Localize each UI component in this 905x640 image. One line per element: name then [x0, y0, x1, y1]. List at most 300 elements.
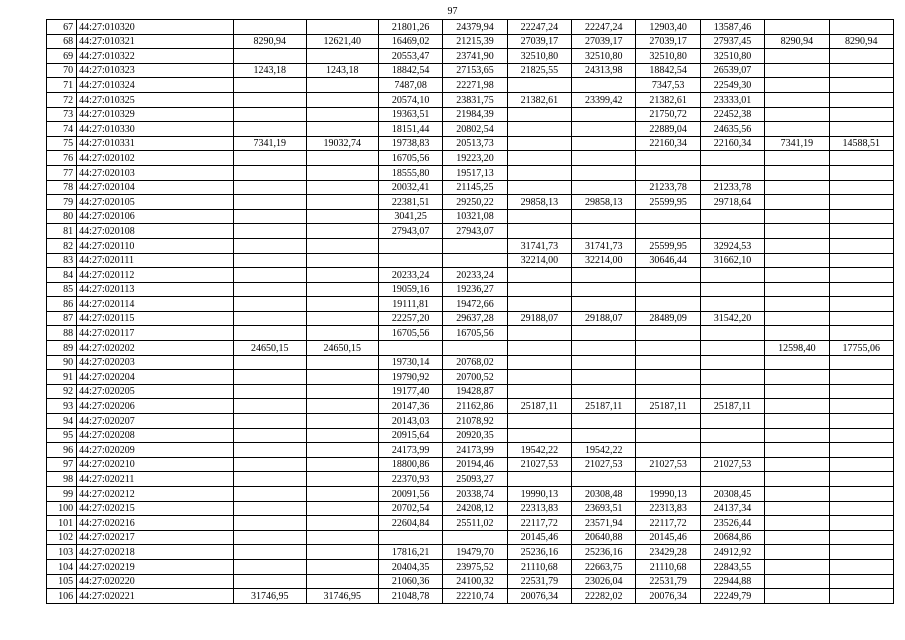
cadastral-code-cell: 44:27:020115	[77, 311, 234, 326]
value-cell	[507, 297, 571, 312]
value-cell	[234, 472, 306, 487]
value-cell	[700, 472, 764, 487]
value-cell	[765, 63, 829, 78]
value-cell	[234, 195, 306, 210]
value-cell: 21233,78	[700, 180, 764, 195]
page-number: 97	[447, 6, 458, 17]
value-cell	[765, 559, 829, 574]
value-cell: 22257,20	[378, 311, 442, 326]
row-number-cell: 87	[47, 311, 77, 326]
value-cell	[829, 472, 893, 487]
value-cell: 23741,90	[443, 49, 507, 64]
cadastral-code-cell: 44:27:010325	[77, 92, 234, 107]
value-cell	[829, 20, 893, 35]
value-cell	[829, 428, 893, 443]
value-cell: 19790,92	[378, 370, 442, 385]
value-cell: 21060,36	[378, 574, 442, 589]
value-cell	[700, 384, 764, 399]
value-cell: 32510,80	[700, 49, 764, 64]
table-row	[47, 414, 894, 429]
cadastral-code-cell: 44:27:020102	[77, 151, 234, 166]
value-cell	[572, 282, 636, 297]
row-number-cell: 99	[47, 487, 77, 502]
value-cell	[234, 384, 306, 399]
value-cell: 20032,41	[378, 180, 442, 195]
value-cell: 21027,53	[636, 457, 700, 472]
value-cell: 12598,40	[765, 341, 829, 356]
value-cell	[306, 559, 378, 574]
value-cell: 23526,44	[700, 516, 764, 531]
value-cell	[234, 78, 306, 93]
value-cell	[378, 253, 442, 268]
value-cell: 20768,02	[443, 355, 507, 370]
row-number-cell: 69	[47, 49, 77, 64]
value-cell	[636, 384, 700, 399]
table-row	[47, 472, 894, 487]
cadastral-code-cell: 44:27:010331	[77, 136, 234, 151]
value-cell	[765, 443, 829, 458]
value-cell: 20574,10	[378, 92, 442, 107]
value-cell	[234, 487, 306, 502]
value-cell	[234, 414, 306, 429]
table-row	[47, 355, 894, 370]
value-cell: 24173,99	[443, 443, 507, 458]
value-cell: 22549,30	[700, 78, 764, 93]
value-cell: 8290,94	[829, 34, 893, 49]
value-cell: 19990,13	[507, 487, 571, 502]
value-cell: 19517,13	[443, 165, 507, 180]
value-cell	[829, 209, 893, 224]
table-row	[47, 122, 894, 137]
value-cell: 31662,10	[700, 253, 764, 268]
value-cell	[636, 414, 700, 429]
value-cell: 16469,02	[378, 34, 442, 49]
value-cell	[765, 545, 829, 560]
value-cell	[700, 428, 764, 443]
value-cell	[765, 122, 829, 137]
value-cell	[306, 457, 378, 472]
value-cell: 28489,09	[636, 311, 700, 326]
value-cell	[234, 443, 306, 458]
value-cell: 31542,20	[700, 311, 764, 326]
value-cell	[306, 530, 378, 545]
value-cell	[234, 224, 306, 239]
value-cell	[765, 589, 829, 604]
value-cell	[234, 151, 306, 166]
value-cell	[765, 224, 829, 239]
row-number-cell: 89	[47, 341, 77, 356]
cadastral-code-cell: 44:27:020106	[77, 209, 234, 224]
value-cell	[507, 326, 571, 341]
value-cell: 21027,53	[572, 457, 636, 472]
table-row	[47, 589, 894, 604]
table-row	[47, 20, 894, 35]
value-cell: 20308,48	[572, 487, 636, 502]
row-number-cell: 105	[47, 574, 77, 589]
value-cell: 22160,34	[700, 136, 764, 151]
cadastral-code-cell: 44:27:010324	[77, 78, 234, 93]
value-cell: 19236,27	[443, 282, 507, 297]
cadastral-code-cell: 44:27:020215	[77, 501, 234, 516]
cadastral-code-cell: 44:27:010330	[77, 122, 234, 137]
row-number-cell: 90	[47, 355, 77, 370]
row-number-cell: 71	[47, 78, 77, 93]
value-cell: 27153,65	[443, 63, 507, 78]
value-cell	[765, 282, 829, 297]
value-cell: 19542,22	[572, 443, 636, 458]
value-cell	[507, 180, 571, 195]
value-cell: 31746,95	[306, 589, 378, 604]
value-cell	[306, 253, 378, 268]
value-cell	[700, 341, 764, 356]
value-cell	[765, 311, 829, 326]
value-cell	[306, 49, 378, 64]
value-cell: 20553,47	[378, 49, 442, 64]
value-cell: 22663,75	[572, 559, 636, 574]
value-cell: 19111,81	[378, 297, 442, 312]
value-cell	[572, 78, 636, 93]
value-cell: 8290,94	[765, 34, 829, 49]
value-cell: 22117,72	[507, 516, 571, 531]
table-row	[47, 370, 894, 385]
table-row	[47, 341, 894, 356]
value-cell	[234, 49, 306, 64]
cadastral-code-cell: 44:27:010322	[77, 49, 234, 64]
value-cell: 23693,51	[572, 501, 636, 516]
value-cell: 21048,78	[378, 589, 442, 604]
value-cell	[829, 165, 893, 180]
cadastral-code-cell: 44:27:020207	[77, 414, 234, 429]
cadastral-code-cell: 44:27:020110	[77, 238, 234, 253]
value-cell: 19479,70	[443, 545, 507, 560]
value-cell	[306, 238, 378, 253]
value-cell: 25236,16	[572, 545, 636, 560]
value-cell: 27039,17	[636, 34, 700, 49]
value-cell	[306, 384, 378, 399]
table-row	[47, 428, 894, 443]
value-cell	[234, 326, 306, 341]
value-cell: 16705,56	[443, 326, 507, 341]
value-cell	[306, 443, 378, 458]
value-cell: 26539,07	[700, 63, 764, 78]
value-cell: 23333,01	[700, 92, 764, 107]
value-cell: 22313,83	[636, 501, 700, 516]
row-number-cell: 67	[47, 20, 77, 35]
value-cell	[306, 399, 378, 414]
value-cell: 18555,80	[378, 165, 442, 180]
value-cell: 21145,25	[443, 180, 507, 195]
value-cell	[234, 311, 306, 326]
value-cell	[306, 195, 378, 210]
value-cell	[234, 107, 306, 122]
row-number-cell: 93	[47, 399, 77, 414]
value-cell	[306, 545, 378, 560]
value-cell: 22313,83	[507, 501, 571, 516]
value-cell	[829, 370, 893, 385]
table-row	[47, 180, 894, 195]
cadastral-code-cell: 44:27:020217	[77, 530, 234, 545]
value-cell	[700, 414, 764, 429]
value-cell: 20915,64	[378, 428, 442, 443]
value-cell: 24100,32	[443, 574, 507, 589]
value-cell	[306, 180, 378, 195]
value-cell	[829, 253, 893, 268]
value-cell: 22531,79	[507, 574, 571, 589]
value-cell: 1243,18	[306, 63, 378, 78]
value-cell: 25511,02	[443, 516, 507, 531]
value-cell	[829, 122, 893, 137]
value-cell: 32214,00	[572, 253, 636, 268]
value-cell	[636, 443, 700, 458]
value-cell	[765, 530, 829, 545]
value-cell: 24650,15	[234, 341, 306, 356]
value-cell: 1243,18	[234, 63, 306, 78]
value-cell	[765, 49, 829, 64]
value-cell: 21027,53	[700, 457, 764, 472]
value-cell: 29718,64	[700, 195, 764, 210]
value-cell	[507, 224, 571, 239]
cadastral-code-cell: 44:27:020111	[77, 253, 234, 268]
value-cell	[829, 414, 893, 429]
value-cell	[765, 355, 829, 370]
value-cell	[507, 414, 571, 429]
cadastral-code-cell: 44:27:020203	[77, 355, 234, 370]
table-row	[47, 151, 894, 166]
value-cell: 20076,34	[507, 589, 571, 604]
value-cell: 22452,38	[700, 107, 764, 122]
value-cell: 27039,17	[507, 34, 571, 49]
table-row	[47, 136, 894, 151]
value-cell	[234, 92, 306, 107]
value-cell	[443, 238, 507, 253]
value-cell: 21110,68	[507, 559, 571, 574]
row-number-cell: 74	[47, 122, 77, 137]
value-cell: 25187,11	[636, 399, 700, 414]
value-cell: 20091,56	[378, 487, 442, 502]
value-cell: 21078,92	[443, 414, 507, 429]
value-cell: 13587,46	[700, 20, 764, 35]
value-cell	[378, 238, 442, 253]
table-row	[47, 282, 894, 297]
value-cell	[306, 165, 378, 180]
value-cell	[700, 209, 764, 224]
value-cell	[829, 151, 893, 166]
value-cell	[636, 428, 700, 443]
value-cell	[306, 78, 378, 93]
value-cell: 22210,74	[443, 589, 507, 604]
value-cell	[765, 370, 829, 385]
value-cell: 20145,46	[636, 530, 700, 545]
value-cell	[765, 487, 829, 502]
cadastral-code-cell: 44:27:020209	[77, 443, 234, 458]
value-cell: 27943,07	[443, 224, 507, 239]
value-cell: 24137,34	[700, 501, 764, 516]
value-cell	[443, 341, 507, 356]
value-cell	[765, 253, 829, 268]
value-cell: 21382,61	[507, 92, 571, 107]
value-cell: 25599,95	[636, 238, 700, 253]
value-cell: 31741,73	[572, 238, 636, 253]
value-cell: 25187,11	[572, 399, 636, 414]
value-cell	[829, 238, 893, 253]
value-cell	[765, 78, 829, 93]
row-number-cell: 75	[47, 136, 77, 151]
value-cell	[829, 589, 893, 604]
value-cell	[306, 297, 378, 312]
value-cell	[765, 472, 829, 487]
value-cell	[636, 341, 700, 356]
value-cell: 27039,17	[572, 34, 636, 49]
value-cell: 19990,13	[636, 487, 700, 502]
value-cell	[829, 282, 893, 297]
value-cell: 20700,52	[443, 370, 507, 385]
value-cell	[636, 165, 700, 180]
value-cell	[636, 297, 700, 312]
table-row	[47, 326, 894, 341]
value-cell	[572, 355, 636, 370]
value-cell: 23399,42	[572, 92, 636, 107]
value-cell	[829, 559, 893, 574]
value-cell: 20338,74	[443, 487, 507, 502]
cadastral-code-cell: 44:27:020221	[77, 589, 234, 604]
value-cell: 22843,55	[700, 559, 764, 574]
value-cell	[306, 268, 378, 283]
value-cell: 22381,51	[378, 195, 442, 210]
row-number-cell: 70	[47, 63, 77, 78]
value-cell	[507, 355, 571, 370]
value-cell	[234, 238, 306, 253]
value-cell	[829, 530, 893, 545]
row-number-cell: 83	[47, 253, 77, 268]
value-cell: 24379,94	[443, 20, 507, 35]
value-cell: 20920,35	[443, 428, 507, 443]
row-number-cell: 79	[47, 195, 77, 210]
value-cell	[572, 209, 636, 224]
row-number-cell: 104	[47, 559, 77, 574]
value-cell	[829, 384, 893, 399]
value-cell	[829, 63, 893, 78]
value-cell	[765, 195, 829, 210]
value-cell	[234, 399, 306, 414]
row-number-cell: 98	[47, 472, 77, 487]
value-cell	[572, 165, 636, 180]
value-cell: 21162,86	[443, 399, 507, 414]
value-cell: 20404,35	[378, 559, 442, 574]
value-cell	[507, 107, 571, 122]
value-cell	[765, 151, 829, 166]
value-cell	[234, 180, 306, 195]
table-row	[47, 487, 894, 502]
value-cell: 32924,53	[700, 238, 764, 253]
value-cell	[443, 253, 507, 268]
row-number-cell: 101	[47, 516, 77, 531]
value-cell	[572, 151, 636, 166]
value-cell	[765, 268, 829, 283]
value-cell: 20308,45	[700, 487, 764, 502]
value-cell	[829, 516, 893, 531]
value-cell: 17816,21	[378, 545, 442, 560]
value-cell	[765, 414, 829, 429]
value-cell: 24208,12	[443, 501, 507, 516]
value-cell	[306, 92, 378, 107]
value-cell: 18151,44	[378, 122, 442, 137]
value-cell	[234, 516, 306, 531]
value-cell: 23975,52	[443, 559, 507, 574]
row-number-cell: 94	[47, 414, 77, 429]
value-cell	[829, 487, 893, 502]
row-number-cell: 88	[47, 326, 77, 341]
value-cell	[306, 516, 378, 531]
value-cell	[765, 326, 829, 341]
value-cell	[829, 443, 893, 458]
cadastral-code-cell: 44:27:020206	[77, 399, 234, 414]
value-cell: 3041,25	[378, 209, 442, 224]
row-number-cell: 78	[47, 180, 77, 195]
value-cell	[234, 209, 306, 224]
table-row	[47, 559, 894, 574]
value-cell: 29250,22	[443, 195, 507, 210]
table-row	[47, 384, 894, 399]
value-cell	[829, 326, 893, 341]
value-cell: 25187,11	[700, 399, 764, 414]
value-cell	[507, 370, 571, 385]
value-cell: 22247,24	[507, 20, 571, 35]
table-row	[47, 268, 894, 283]
value-cell	[829, 49, 893, 64]
value-cell: 20702,54	[378, 501, 442, 516]
table-row	[47, 501, 894, 516]
table-row	[47, 443, 894, 458]
value-cell	[507, 268, 571, 283]
cadastral-code-cell: 44:27:020202	[77, 341, 234, 356]
cadastral-code-cell: 44:27:020204	[77, 370, 234, 385]
cadastral-code-cell: 44:27:020212	[77, 487, 234, 502]
value-cell: 19223,20	[443, 151, 507, 166]
value-cell	[234, 20, 306, 35]
value-cell	[572, 136, 636, 151]
value-cell: 21233,78	[636, 180, 700, 195]
row-number-cell: 68	[47, 34, 77, 49]
value-cell: 14588,51	[829, 136, 893, 151]
cadastral-code-cell: 44:27:020216	[77, 516, 234, 531]
value-cell: 21382,61	[636, 92, 700, 107]
row-number-cell: 106	[47, 589, 77, 604]
value-cell: 18842,54	[378, 63, 442, 78]
table-row	[47, 195, 894, 210]
value-cell	[572, 472, 636, 487]
value-cell	[829, 107, 893, 122]
row-number-cell: 96	[47, 443, 77, 458]
row-number-cell: 82	[47, 238, 77, 253]
cadastral-code-cell: 44:27:020218	[77, 545, 234, 560]
value-cell	[765, 457, 829, 472]
value-cell: 19059,16	[378, 282, 442, 297]
cadastral-code-cell: 44:27:020211	[77, 472, 234, 487]
value-cell	[765, 297, 829, 312]
cadastral-code-cell: 44:27:020114	[77, 297, 234, 312]
value-cell	[234, 545, 306, 560]
value-cell	[829, 92, 893, 107]
table-row	[47, 34, 894, 49]
value-cell: 20640,88	[572, 530, 636, 545]
value-cell: 25187,11	[507, 399, 571, 414]
value-cell	[765, 574, 829, 589]
value-cell: 20684,86	[700, 530, 764, 545]
value-cell: 21750,72	[636, 107, 700, 122]
value-cell	[829, 355, 893, 370]
value-cell	[572, 297, 636, 312]
value-cell: 20145,46	[507, 530, 571, 545]
